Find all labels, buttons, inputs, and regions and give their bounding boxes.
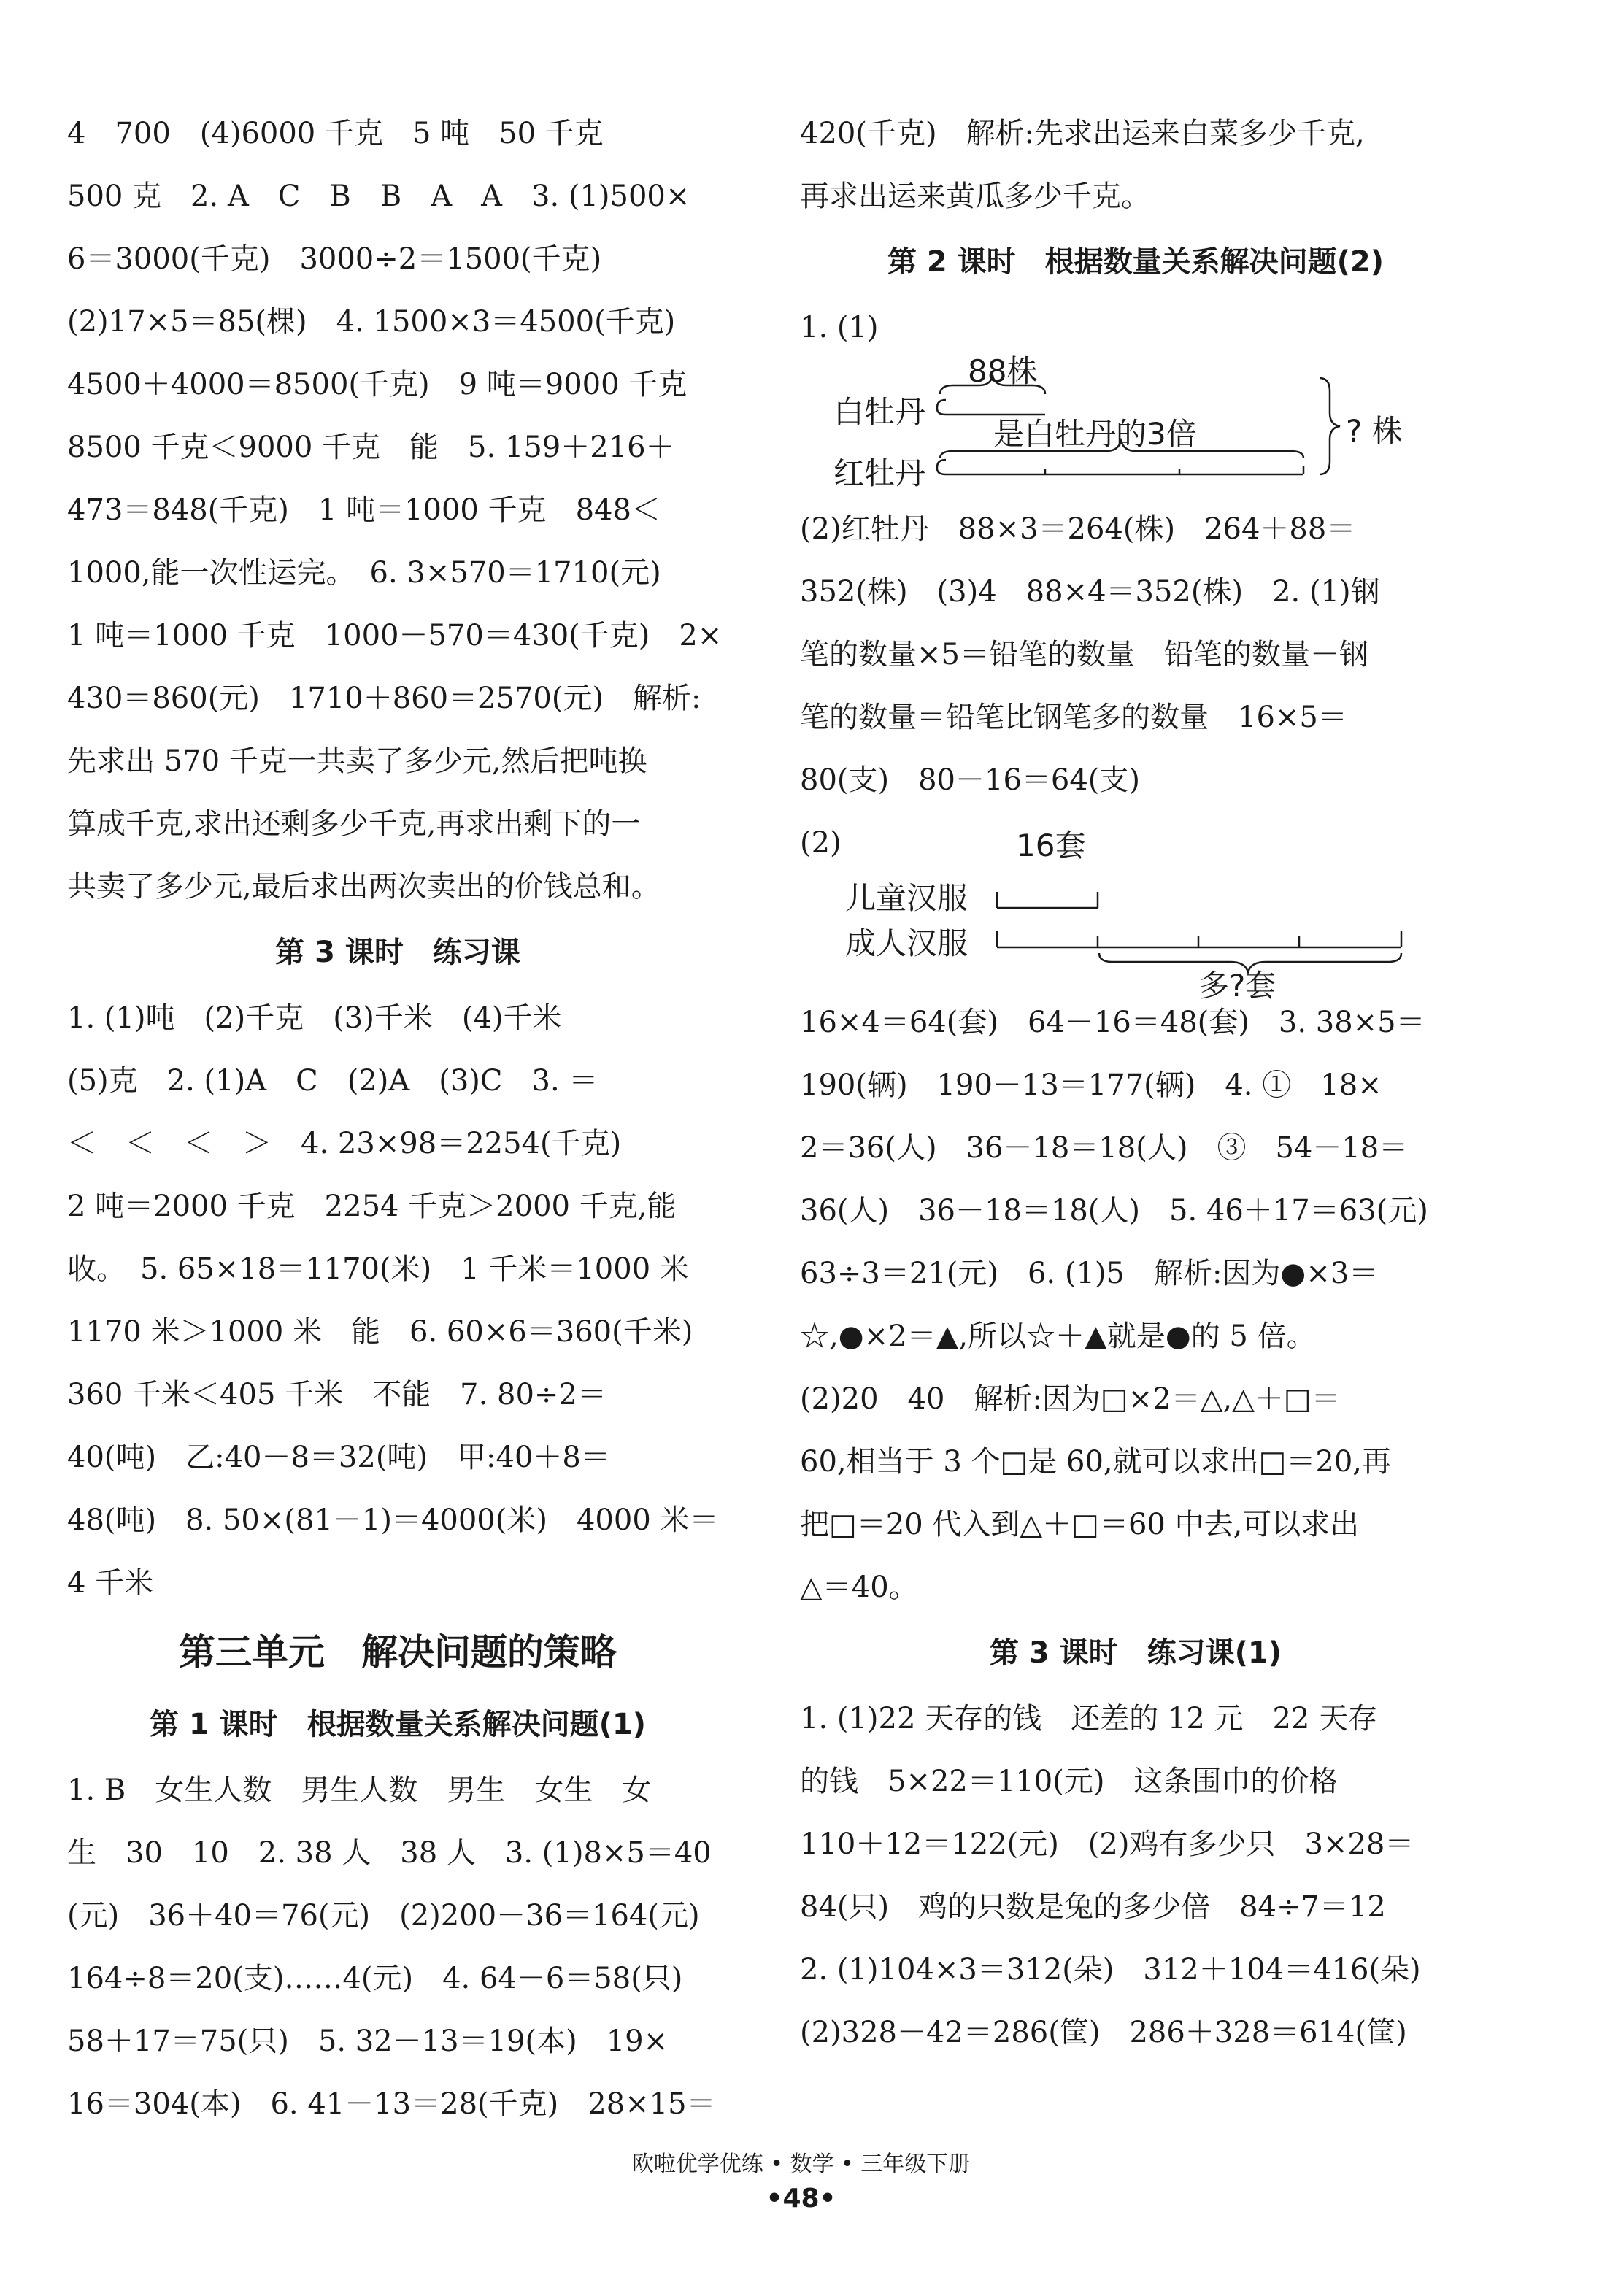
answer-line: 36(人) 36－18＝18(人) 5. 46＋17＝63(元) bbox=[800, 1194, 1428, 1228]
answer-line: 2＝36(人) 36－18＝18(人) ③ 54－18＝ bbox=[800, 1131, 1409, 1165]
section-title: 第 3 课时 练习课(1) bbox=[989, 1636, 1282, 1670]
answer-line: 430＝860(元) 1710＋860＝2570(元) 解析: bbox=[67, 682, 701, 715]
diagram-row-label: 成人汉服 bbox=[845, 925, 968, 961]
answer-line: 16＝304(本) 6. 41－13＝28(千克) 28×15＝ bbox=[67, 2087, 716, 2121]
answer-line: 再求出运来黄瓜多少千克。 bbox=[800, 180, 1150, 213]
section-title: 第 2 课时 根据数量关系解决问题(2) bbox=[887, 245, 1385, 279]
answer-block bbox=[800, 102, 1471, 228]
peony-diagram bbox=[800, 353, 1461, 498]
answer-line: 1. (1)吨 (2)千克 (3)千米 (4)千米 bbox=[67, 1001, 562, 1035]
answer-line: 算成千克,求出还剩多少千克,再求出剩下的一 bbox=[67, 807, 641, 841]
answer-line: 500 克 2. A C B B A A 3. (1)500× bbox=[67, 180, 690, 213]
red-peony-bracket bbox=[937, 460, 1303, 474]
answer-line: 63÷3＝21(元) 6. (1)5 解析:因为●×3＝ bbox=[800, 1257, 1379, 1290]
answer-line: 笔的数量×5＝铅笔的数量 铅笔的数量－钢 bbox=[800, 638, 1368, 671]
answer-block bbox=[800, 991, 1471, 1619]
answer-block bbox=[67, 987, 728, 1614]
answer-line: 共卖了多少元,最后求出两次卖出的价钱总和。 bbox=[67, 870, 661, 904]
diagram-total-label: ? 株 bbox=[1346, 413, 1403, 449]
answer-line: 48(吨) 8. 50×(81－1)＝4000(米) 4000 米＝ bbox=[67, 1503, 719, 1537]
answer-line: 收。 5. 65×18＝1170(米) 1 千米＝1000 米 bbox=[67, 1252, 689, 1286]
diagram-inner-label: 是白牡丹的3倍 bbox=[993, 416, 1197, 452]
answer-line: 84(只) 鸡的只数是兔的多少倍 84÷7＝12 bbox=[800, 1890, 1386, 1924]
unit-title: 第三单元 解决问题的策略 bbox=[179, 1631, 617, 1673]
diagram-top-label: 16套 bbox=[1016, 828, 1086, 863]
answer-line: 1. B 女生人数 男生人数 男生 女生 女 bbox=[67, 1773, 652, 1807]
section-title: 第 1 课时 根据数量关系解决问题(1) bbox=[149, 1708, 647, 1741]
diagram-row-label: 儿童汉服 bbox=[845, 880, 968, 916]
diagram-bottom-label: 多?套 bbox=[1198, 968, 1276, 1003]
answer-line: 的钱 5×22＝110(元) 这条围巾的价格 bbox=[800, 1765, 1339, 1798]
answer-line: 笔的数量＝铅笔比钢笔多的数量 16×5＝ bbox=[800, 701, 1347, 734]
answer-line: 190(辆) 190－13＝177(辆) 4. ① 18× bbox=[800, 1068, 1382, 1102]
answer-line: 420(千克) 解析:先求出运来白菜多少千克, bbox=[800, 117, 1365, 150]
page-footer bbox=[0, 2146, 1602, 2214]
child-hanfu-bar bbox=[997, 892, 1098, 908]
answer-line: 2 吨＝2000 千克 2254 千克＞2000 千克,能 bbox=[67, 1190, 677, 1223]
answer-block bbox=[67, 102, 728, 918]
red-peony-segment-ticks bbox=[1045, 466, 1303, 474]
answer-line: 4500＋4000＝8500(千克) 9 吨＝9000 千克 bbox=[67, 368, 688, 401]
answer-line: 1. (1)22 天存的钱 还差的 12 元 22 天存 bbox=[800, 1702, 1378, 1736]
answer-line: 4 700 (4)6000 千克 5 吨 50 千克 bbox=[67, 117, 604, 150]
answer-line: 110＋12＝122(元) (2)鸡有多少只 3×28＝ bbox=[800, 1827, 1414, 1861]
answer-line: 生 30 10 2. 38 人 38 人 3. (1)8×5＝40 bbox=[67, 1836, 712, 1870]
diagram-top-label: 88株 bbox=[968, 353, 1038, 389]
left-column bbox=[67, 102, 728, 2135]
total-brace bbox=[1320, 378, 1340, 474]
answer-line: △＝40。 bbox=[800, 1571, 918, 1604]
answer-line: 1 吨＝1000 千克 1000－570＝430(千克) 2× bbox=[67, 619, 723, 652]
answer-line: 60,相当于 3 个□是 60,就可以求出□＝20,再 bbox=[800, 1445, 1392, 1479]
book-title: 欧啦优学优练 • 数学 • 三年级下册 bbox=[631, 2151, 971, 2177]
answer-line: ☆,●×2＝▲,所以☆＋▲就是●的 5 倍。 bbox=[800, 1320, 1316, 1353]
answer-line: ＜ ＜ ＜ ＞ 4. 23×98＝2254(千克) bbox=[67, 1127, 622, 1160]
diagram-row-label: 红牡丹 bbox=[833, 455, 926, 491]
answer-line: 1000,能一次性运完。 6. 3×570＝1710(元) bbox=[67, 556, 661, 590]
diagram-row-label: 白牡丹 bbox=[833, 394, 926, 430]
answer-line: 1170 米＞1000 米 能 6. 60×6＝360(千米) bbox=[67, 1315, 693, 1349]
answer-line: 360 千米＜405 千米 不能 7. 80÷2＝ bbox=[67, 1378, 606, 1411]
section-title: 第 3 课时 练习课 bbox=[275, 936, 520, 969]
question-label: 1. (1) bbox=[800, 311, 879, 344]
answer-line: 先求出 570 千克一共卖了多少元,然后把吨换 bbox=[67, 744, 647, 778]
answer-block bbox=[800, 498, 1471, 812]
hanfu-diagram bbox=[800, 828, 1461, 1003]
answer-line: (2)红牡丹 88×3＝264(株) 264＋88＝ bbox=[800, 512, 1356, 546]
answer-line: (2)20 40 解析:因为□×2＝△,△＋□＝ bbox=[800, 1382, 1341, 1416]
answer-line: 2. (1)104×3＝312(朵) 312＋104＝416(朵) bbox=[800, 1953, 1421, 1987]
answer-line: 把□＝20 代入到△＋□＝60 中去,可以求出 bbox=[800, 1508, 1360, 1541]
answer-block bbox=[800, 1687, 1471, 2064]
answer-line: 58＋17＝75(只) 5. 32－13＝19(本) 19× bbox=[67, 2025, 669, 2058]
right-column bbox=[800, 102, 1471, 2064]
answer-line: 40(吨) 乙:40－8＝32(吨) 甲:40＋8＝ bbox=[67, 1441, 610, 1474]
answer-block bbox=[67, 1759, 728, 2135]
page-number: •48• bbox=[766, 2184, 836, 2214]
answer-line: (元) 36＋40＝76(元) (2)200－36＝164(元) bbox=[67, 1899, 700, 1933]
answer-line: (2)17×5＝85(棵) 4. 1500×3＝4500(千克) bbox=[67, 305, 676, 339]
answer-line: 6＝3000(千克) 3000÷2＝1500(千克) bbox=[67, 242, 602, 276]
answer-line: 4 千米 bbox=[67, 1566, 154, 1600]
question-label: (2) bbox=[800, 826, 842, 860]
answer-line: (5)克 2. (1)A C (2)A (3)C 3. ＝ bbox=[67, 1064, 598, 1098]
answer-line: 80(支) 80－16＝64(支) bbox=[800, 763, 1141, 797]
answer-line: 352(株) (3)4 88×4＝352(株) 2. (1)钢 bbox=[800, 575, 1380, 609]
adult-hanfu-segment-ticks bbox=[1098, 936, 1299, 947]
answer-line: 16×4＝64(套) 64－16＝48(套) 3. 38×5＝ bbox=[800, 1006, 1425, 1039]
answer-line: 164÷8＝20(支)……4(元) 4. 64－6＝58(只) bbox=[67, 1962, 683, 1995]
answer-line: (2)328－42＝286(筐) 286＋328＝614(筐) bbox=[800, 2016, 1407, 2049]
answer-line: 473＝848(千克) 1 吨＝1000 千克 848＜ bbox=[67, 493, 661, 527]
answer-line: 8500 千克＜9000 千克 能 5. 159＋216＋ bbox=[67, 431, 675, 464]
